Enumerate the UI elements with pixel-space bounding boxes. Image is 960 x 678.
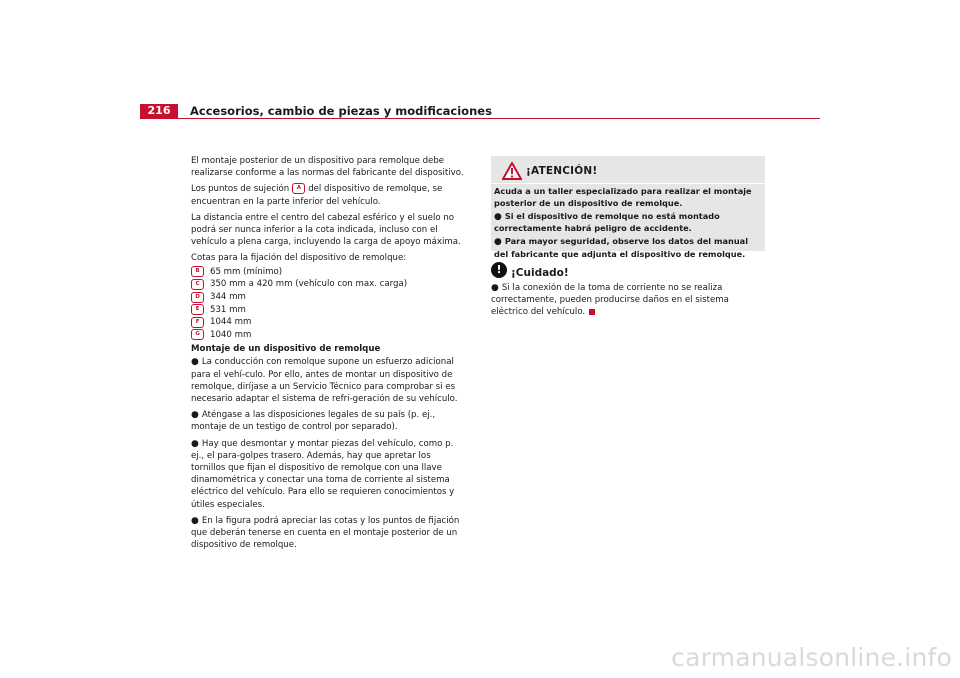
dimension-value: 344 mm [210,292,246,302]
warning-bullet [494,211,761,235]
caution-title: ¡Cuidado! [511,267,569,279]
bullet-item [191,438,466,511]
marker-d-badge: D [191,292,204,303]
warning-box [491,156,765,259]
dimension-list [191,266,466,342]
dimension-value: 1040 mm [210,329,252,340]
marker-a-badge: A [292,183,305,194]
marker-g-badge: G [191,329,204,340]
warning-bullet-text: Si el dispositivo de remolque no está montado correctamente habrá peligro de accidente. [494,210,720,233]
end-of-section-icon [589,309,595,315]
dimension-row-d [191,291,466,304]
mounting-points-text-start: Los puntos de sujeción [191,184,290,195]
bullet-text: Hay que desmontar y montar piezas del vehículo, como p. ej., el para-golpes trasero. Además, hay que apretar los tornillos que fijan el dispositivo de remolque con una llave dinamométrica y conectar una toma de corriente al sistema eléctrico del vehículo. Para ello se requieren conocimientos y útiles especiales. [191,438,455,510]
caution-section [491,262,765,319]
bullet-text: Aténgase a las disposiciones legales de su país (p. ej., montaje de un testigo de control por separado). [191,410,436,433]
warning-bullet [494,236,761,260]
bullet-dot-icon: ● [191,515,199,526]
bullet-item [191,515,466,552]
mounting-points-paragraph [191,183,466,207]
dimension-row-b [191,266,466,279]
exclamation-circle-icon: ! [491,262,507,278]
dimension-row-c [191,278,466,291]
warning-bullet-text: Para mayor seguridad, observe los datos del manual del fabricante que adjunta el dispositivo de remolque. [494,236,749,259]
bullet-dot-icon: ● [494,211,502,222]
dimension-value: 65 mm (mínimo) [210,266,283,277]
dimension-row-e [191,303,466,316]
bullet-dot-icon: ● [191,438,199,449]
ground-distance-paragraph: La distancia entre el centro del cabezal esférico y el suelo no podrá ser nunca inferior a la cota indicada, incluso con el vehículo a plena carga, incluyendo la carga de apoyo máxima. [191,212,461,248]
bullet-item [191,409,466,433]
watermark: carmanualsonline.info [671,643,952,672]
caution-body-text: Si la conexión de la toma de corriente no se realiza correctamente, pueden producirse daños en el sistema eléctrico del vehículo. [491,283,729,318]
page-number: 216 [140,104,178,118]
marker-c-badge: C [191,279,204,290]
warning-title: ¡ATENCIÓN! [526,165,598,177]
caution-text [491,282,765,319]
dimension-value: 350 mm a 420 mm (vehículo con max. carga) [210,279,408,290]
bullet-dot-icon: ● [191,357,199,368]
warning-header [494,160,761,182]
bullet-item [191,356,466,405]
warning-body [494,186,761,260]
mounting-points-text-end: del dispositivo de remolque, se encuentran en la parte inferior del vehículo. [191,184,443,207]
left-column [191,155,466,555]
header-rule [140,118,820,119]
page-header-title: Accesorios, cambio de piezas y modificaciones [190,104,492,118]
section-title: Montaje de un dispositivo de remolque [191,344,381,355]
marker-f-badge: F [191,317,204,328]
marker-e-badge: E [191,304,204,315]
warning-divider [491,183,765,184]
bullet-text: La conducción con remolque supone un esfuerzo adicional para el vehí-culo. Por ello, antes de montar un dispositivo de remolque, diríjase a un Servicio Técnico para comprobar si es necesario adaptar el sistema de refri-geración de su vehículo. [191,357,458,404]
bullet-dot-icon: ● [491,283,499,293]
dimension-row-g [191,329,466,342]
bullet-dot-icon: ● [191,410,199,421]
caution-header [491,262,765,282]
dimension-row-f [191,316,466,329]
warning-triangle-icon [502,162,522,184]
dimension-value: 531 mm [210,304,246,315]
dimension-value: 1044 mm [210,317,252,328]
dimensions-intro: Cotas para la fijación del dispositivo de remolque: [191,253,407,264]
marker-b-badge: B [191,266,204,277]
warning-intro: Acuda a un taller especializado para realizar el montaje posterior de un dispositivo de remolque. [494,186,752,208]
bullet-text: En la figura podrá apreciar las cotas y los puntos de fijación que deberán tenerse en cuenta en el montaje posterior de un dispositivo de remolque. [191,515,460,551]
bullet-dot-icon: ● [494,237,502,247]
intro-paragraph: El montaje posterior de un dispositivo para remolque debe realizarse conforme a las normas del fabricante del dispositivo. [191,156,464,179]
